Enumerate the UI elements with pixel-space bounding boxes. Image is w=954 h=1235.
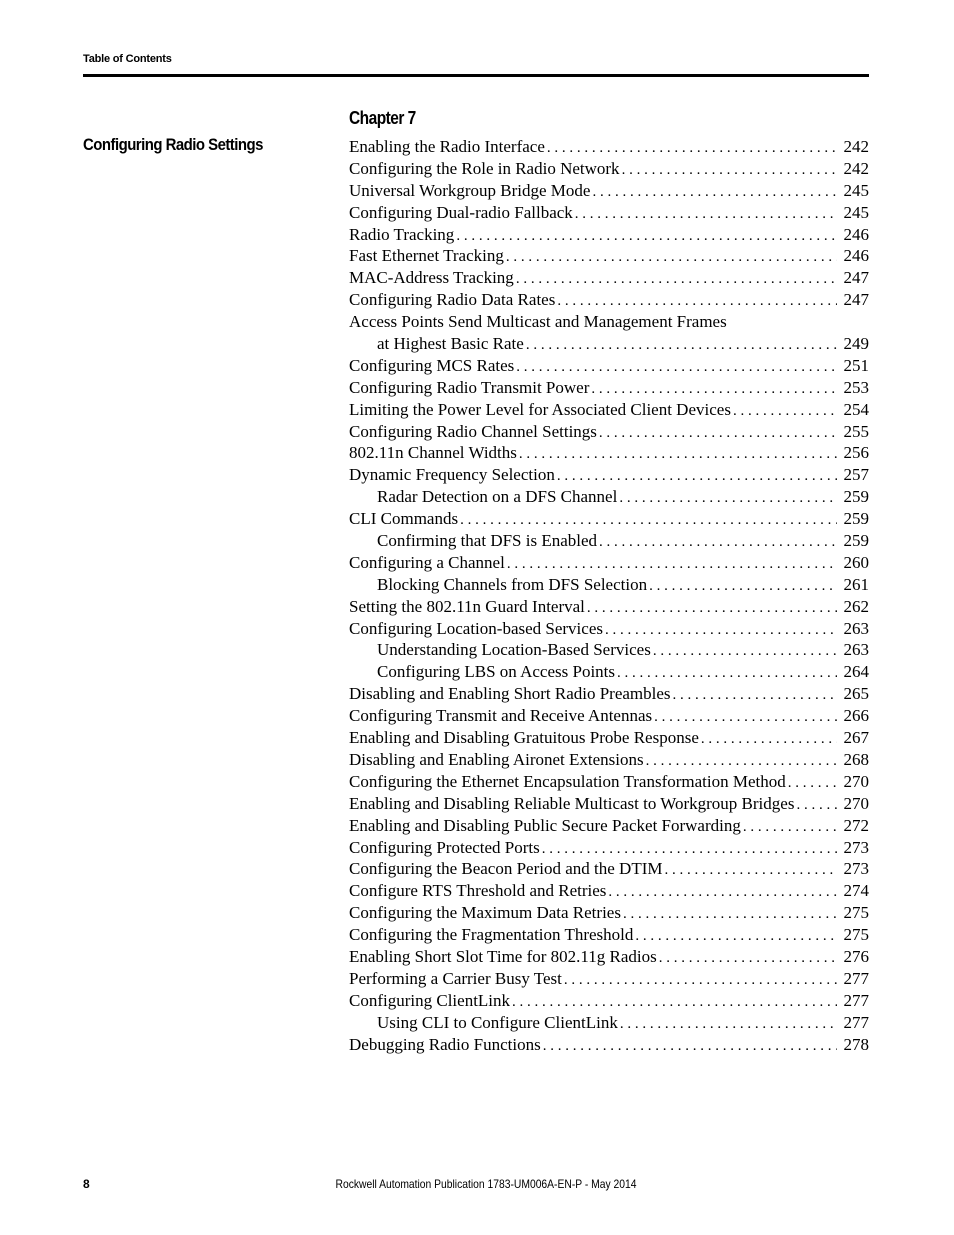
toc-entry-page: 278 [843,1034,869,1054]
toc-entry-title: Universal Workgroup Bridge Mode [349,180,591,200]
toc-entry[interactable] [349,837,869,859]
toc-leader-dots [456,226,837,246]
toc-entry-title: Configuring LBS on Access Points [377,662,616,682]
toc-leader-dots [460,510,837,530]
toc-entry-page: 259 [843,509,869,529]
toc-entry-page: 277 [843,990,869,1010]
toc-entry[interactable] [349,793,869,815]
toc-entry[interactable] [349,880,869,902]
toc-entry-page: 262 [843,596,869,616]
toc-entry-page: 267 [843,728,869,748]
toc-entry-page: 259 [843,487,869,507]
toc-entry[interactable] [349,1034,869,1056]
toc-entry-title: Confirming that DFS is Enabled [377,531,598,551]
toc-entry-title: Setting the 802.11n Guard Interval [349,596,585,616]
toc-entry-page: 270 [843,771,869,791]
toc-entry-page: 249 [843,334,869,354]
toc-leader-dots [575,204,837,224]
toc-leader-dots [673,685,837,705]
header-rule [83,74,869,77]
toc-entry-page: 260 [843,552,869,572]
toc-entry-title: Configuring Radio Transmit Power [349,377,590,397]
chapter-label: Chapter 7 [349,108,416,128]
toc-entry-page: 263 [843,640,869,660]
toc-leader-dots [649,576,837,596]
toc-leader-dots [591,379,837,399]
toc-entry-title: Configuring Location-based Services [349,618,603,638]
toc-entry[interactable] [349,639,869,661]
toc-entry-page: 272 [843,815,869,835]
toc-entry[interactable] [349,749,869,771]
toc-entry-page: 247 [843,290,869,310]
toc-leader-dots [516,357,837,377]
toc-entry-title: Configuring ClientLink [349,990,511,1010]
toc-entry-title: Dynamic Frequency Selection [349,465,555,485]
toc-leader-dots [608,882,837,902]
toc-entry[interactable] [349,180,869,202]
toc-entry-title: Enabling and Disabling Reliable Multicast to Workgroup Bridges [349,793,795,813]
toc-entry-title: Configuring Protected Ports [349,837,540,857]
footer-publication: Rockwell Automation Publication 1783-UM006A-EN-P - May 2014 [335,1177,637,1191]
toc-leader-dots [617,663,837,683]
toc-entry-page: 246 [843,246,869,266]
toc-entry[interactable] [349,355,869,377]
toc-entry[interactable] [349,968,869,990]
toc-entry[interactable] [349,618,869,640]
toc-entry[interactable] [349,158,869,180]
toc-entry[interactable] [349,727,869,749]
toc-leader-dots [526,335,837,355]
toc-entry[interactable] [349,333,869,355]
toc-entry[interactable] [349,399,869,421]
toc-entry-page: 256 [843,443,869,463]
toc-entry-page: 273 [843,859,869,879]
toc-entry[interactable] [349,245,869,267]
toc-entry-page: 275 [843,925,869,945]
toc-leader-dots [564,970,837,990]
toc-entry-page: 261 [843,574,869,594]
toc-entry-title: Enabling Short Slot Time for 802.11g Radios [349,946,657,966]
toc-entry-page: 245 [843,202,869,222]
toc-leader-dots [665,860,838,880]
toc-entry-page: 268 [843,749,869,769]
toc-entry[interactable] [349,596,869,618]
toc-entry-title: Radar Detection on a DFS Channel [377,487,618,507]
toc-entry-page: 266 [843,706,869,726]
toc-entry-page: 270 [843,793,869,813]
toc-leader-dots [547,138,837,158]
toc-leader-dots [653,641,837,661]
toc-entry[interactable] [349,136,869,158]
toc-entry[interactable] [349,771,869,793]
toc-entry[interactable] [349,815,869,837]
toc-leader-dots [796,795,837,815]
toc-entry-title: Blocking Channels from DFS Selection [377,574,648,594]
toc-entry-title: Enabling the Radio Interface [349,137,545,156]
toc-entry-title: Understanding Location-Based Services [377,640,651,660]
toc-leader-dots [516,269,837,289]
toc-entry[interactable] [349,902,869,924]
toc-entry-title: Fast Ethernet Tracking [349,246,504,266]
toc-entry-page: 277 [843,1012,869,1032]
page-number: 8 [83,1177,90,1191]
toc-entry-page: 254 [843,399,869,419]
toc-entry-title: Configuring the Maximum Data Retries [349,903,621,923]
toc-entry-title: Radio Tracking [349,224,455,244]
toc-entry[interactable] [349,486,869,508]
toc-leader-dots [507,554,837,574]
toc-entry-title: Performing a Carrier Busy Test [349,968,562,988]
toc-entry[interactable] [349,442,869,464]
toc-entry-page: 263 [843,618,869,638]
toc-entry-page: 255 [843,421,869,441]
toc-entry-title: Access Points Send Multicast and Management Frames [349,312,727,332]
toc-entry-page: 273 [843,837,869,857]
toc-entry-title: Enabling and Disabling Public Secure Packet Forwarding [349,815,741,835]
toc-leader-dots [623,904,837,924]
toc-leader-dots [788,773,837,793]
toc-entry-title: Enabling and Disabling Gratuitous Probe Response [349,728,699,748]
toc-entry-title: Configure RTS Threshold and Retries [349,881,607,901]
toc-leader-dots [619,488,837,508]
toc-leader-dots [659,948,837,968]
toc-entry[interactable] [349,683,869,705]
toc-leader-dots [592,182,837,202]
toc-entry-title: Configuring the Beacon Period and the DTIM [349,859,663,879]
toc-entry-title: Configuring a Channel [349,552,505,572]
toc-leader-dots [587,598,837,618]
toc-entry-page: 274 [843,881,869,901]
toc-leader-dots [622,160,837,180]
toc-leader-dots [599,532,837,552]
toc-entry-page: 242 [843,158,869,178]
toc-entry-title: MAC-Address Tracking [349,268,514,288]
toc-leader-dots [701,729,837,749]
toc-entry-title: Configuring the Role in Radio Network [349,158,620,178]
toc-leader-dots [620,1014,837,1034]
toc-leader-dots [557,291,837,311]
toc-list [349,136,869,1055]
toc-entry[interactable] [349,377,869,399]
toc-entry-title: Configuring the Fragmentation Threshold [349,925,634,945]
running-head: Table of Contents [83,53,172,65]
toc-leader-dots [542,839,837,859]
toc-leader-dots [599,423,837,443]
toc-leader-dots [654,707,837,727]
toc-entry-title: Disabling and Enabling Short Radio Preambles [349,684,671,704]
toc-entry[interactable] [349,924,869,946]
toc-entry-page: 276 [843,946,869,966]
toc-entry-title: CLI Commands [349,509,459,529]
toc-leader-dots [506,247,837,267]
toc-entry-page: 277 [843,968,869,988]
toc-entry-page: 265 [843,684,869,704]
toc-entry-page: 251 [843,355,869,375]
toc-entry[interactable] [349,464,869,486]
toc-entry-title: 802.11n Channel Widths [349,443,517,463]
toc-leader-dots [512,992,837,1012]
toc-entry-title: Disabling and Enabling Aironet Extensions [349,749,644,769]
toc-entry[interactable] [349,267,869,289]
toc-leader-dots [605,620,837,640]
toc-leader-dots [519,444,837,464]
toc-entry-title: Using CLI to Configure ClientLink [377,1012,618,1032]
toc-leader-dots [733,401,837,421]
toc-entry[interactable] [349,224,869,246]
toc-entry[interactable] [349,508,869,530]
toc-entry[interactable] [349,202,869,224]
toc-entry-page: 242 [843,137,869,156]
toc-entry[interactable] [349,946,869,968]
toc-entry[interactable] [349,574,869,596]
toc-entry-title: Configuring Radio Channel Settings [349,421,597,441]
toc-entry[interactable] [349,705,869,727]
toc-entry-title: Configuring the Ethernet Encapsulation Transformation Method [349,771,786,791]
toc-entry-title: Configuring Dual-radio Fallback [349,202,573,222]
toc-leader-dots [543,1036,837,1056]
toc-entry[interactable] [349,858,869,880]
toc-entry[interactable] [349,1012,869,1034]
toc-entry-title: Configuring MCS Rates [349,355,515,375]
toc-entry[interactable] [349,990,869,1012]
toc-entry-title: Configuring Transmit and Receive Antennas [349,706,653,726]
toc-leader-dots [743,817,837,837]
toc-entry-page: 246 [843,224,869,244]
toc-entry-title: Limiting the Power Level for Associated Client Devices [349,399,731,419]
toc-entry-page: 245 [843,180,869,200]
toc-entry-page: 275 [843,903,869,923]
toc-entry-title: Configuring Radio Data Rates [349,290,556,310]
toc-entry[interactable] [349,530,869,552]
toc-entry[interactable] [349,311,869,333]
toc-entry[interactable] [349,289,869,311]
toc-entry-title: Debugging Radio Functions [349,1034,541,1054]
toc-entry-page: 259 [843,531,869,551]
toc-entry-page: 257 [843,465,869,485]
toc-entry[interactable] [349,661,869,683]
toc-entry-page: 253 [843,377,869,397]
toc-leader-dots [557,466,837,486]
toc-entry[interactable] [349,421,869,443]
toc-entry-page: 264 [843,662,869,682]
toc-leader-dots [646,751,837,771]
section-title: Configuring Radio Settings [83,135,263,154]
toc-leader-dots [635,926,837,946]
toc-entry-title: at Highest Basic Rate [377,334,524,354]
toc-entry-page: 247 [843,268,869,288]
toc-entry[interactable] [349,552,869,574]
